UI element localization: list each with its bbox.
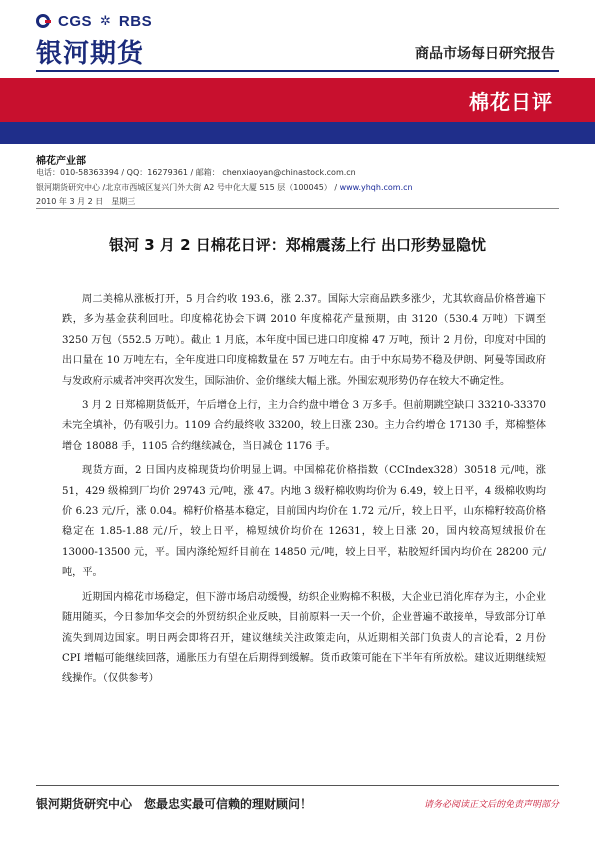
navy-banner-strip — [0, 122, 595, 144]
address-line — [36, 182, 413, 193]
banner-title: 棉花日评 — [469, 90, 553, 114]
contact-info: 电话：010-58363394 / QQ：16279361 / 邮箱： chenxiaoyan@chinastock.com.cn — [36, 168, 356, 177]
red-banner — [0, 78, 595, 122]
company-name: 银河期货 — [36, 39, 145, 69]
brand-logo-row — [36, 10, 152, 32]
cgs-logo-icon — [36, 14, 50, 28]
paragraph-1: 周二美棉从涨板打开，5 月合约收 193.6，涨 2.37。国际大宗商品跌多涨少，尤其软商品价格普遍下跌，多为基金获利回吐。印度棉花协会下调 2010 年度棉花产量预期，由 3120（530.4 万吨）下调至 3250 万包（552.5 万吨）。截止 1 月底，本年度中国已进口印度棉 47 万吨，预计 2 月份，印度对中国的出口量在 10 万吨左右，全年度进口印度棉数量在 57 万吨左右。由于中东局势不稳及伊朗、阿曼等国政府与发政府示威者冲突再次发生，国际油价、金价继续大幅上涨。外围宏观形势仍存在较大不确定性。 — [62, 294, 546, 387]
report-series-title: 商品市场每日研究报告 — [415, 46, 555, 62]
footer-divider — [36, 785, 559, 786]
paragraph-3: 现货方面，2 日国内皮棉现货均价明显上调。中国棉花价格指数（CCIndex328）30518 元/吨，涨 51，429 级棉到厂均价 29743 元/吨，涨 47。内地 3 级籽棉收购均价为 6.49，较上日平，4 级棉收购均价 6.23 元/斤，涨 0.04。棉籽价格基本稳定，目前国内均价在 1.72 元/斤，较上日平，山东棉籽较高价格稳定在 1.85-1.88 元/斤，较上日平，棉短绒价均价在 12631，较上日涨 20，国内较高短绒报价在 13000-13500 元，平。国内涤纶短纤目前在 14850 元/吨，较上日平，粘胶短纤国内均价在 28200 元/吨，平。 — [62, 465, 546, 579]
address-text: 银河期货研究中心 /北京市西城区复兴门外大街 A2 号中化大厦 515 层（100045） / — [36, 183, 340, 192]
brand-rbs: RBS — [118, 12, 153, 30]
paragraph-2: 3 月 2 日郑棉期货低开，午后增仓上行，主力合约盘中增仓 3 万多手。但前期跳空缺口 33210-33370 未完全填补，仍有吸引力。1109 合约最终收 33200，较上日涨 230。主力合约增仓 17130 手，郑棉整体增仓 18088 手，1105 合约继续减仓，当日减仓 1176 手。 — [62, 400, 546, 452]
department-label: 棉花产业部 — [36, 156, 86, 167]
report-date: 2010 年 3 月 2 日 星期三 — [36, 197, 136, 206]
paragraph-4: 近期国内棉花市场稳定，但下游市场启动缓慢，纺织企业购棉不积极，大企业已消化库存为主，小企业随用随买，今日参加华交会的外贸纺织企业反映，目前原料一天一个价，企业普遍不敢接单，导致部分订单流失到周边国家。明日两会即将召开，建议继续关注政策走向，从近期相关部门负责人的言论看，2 月份 CPI 增幅可能继续回落，通胀压力有望在后期得到缓解。货币政策可能在下半年有所放松。建议近期继续短线操作。（仅供参考） — [62, 591, 546, 685]
header-divider — [36, 70, 559, 72]
brand-cgs: CGS — [58, 12, 93, 30]
meta-divider — [36, 208, 559, 209]
footer-disclaimer: 请务必阅读正文后的免责声明部分 — [423, 800, 559, 810]
website-link[interactable]: www.yhqh.com.cn — [339, 183, 413, 192]
rbs-logo-icon: ✲ — [100, 13, 111, 29]
article-title: 银河 3 月 2 日棉花日评：郑棉震荡上行 出口形势显隐忧 — [109, 236, 486, 254]
footer-slogan: 银河期货研究中心 您最忠实最可信赖的理财顾问！ — [36, 797, 313, 811]
article-body — [62, 290, 546, 694]
